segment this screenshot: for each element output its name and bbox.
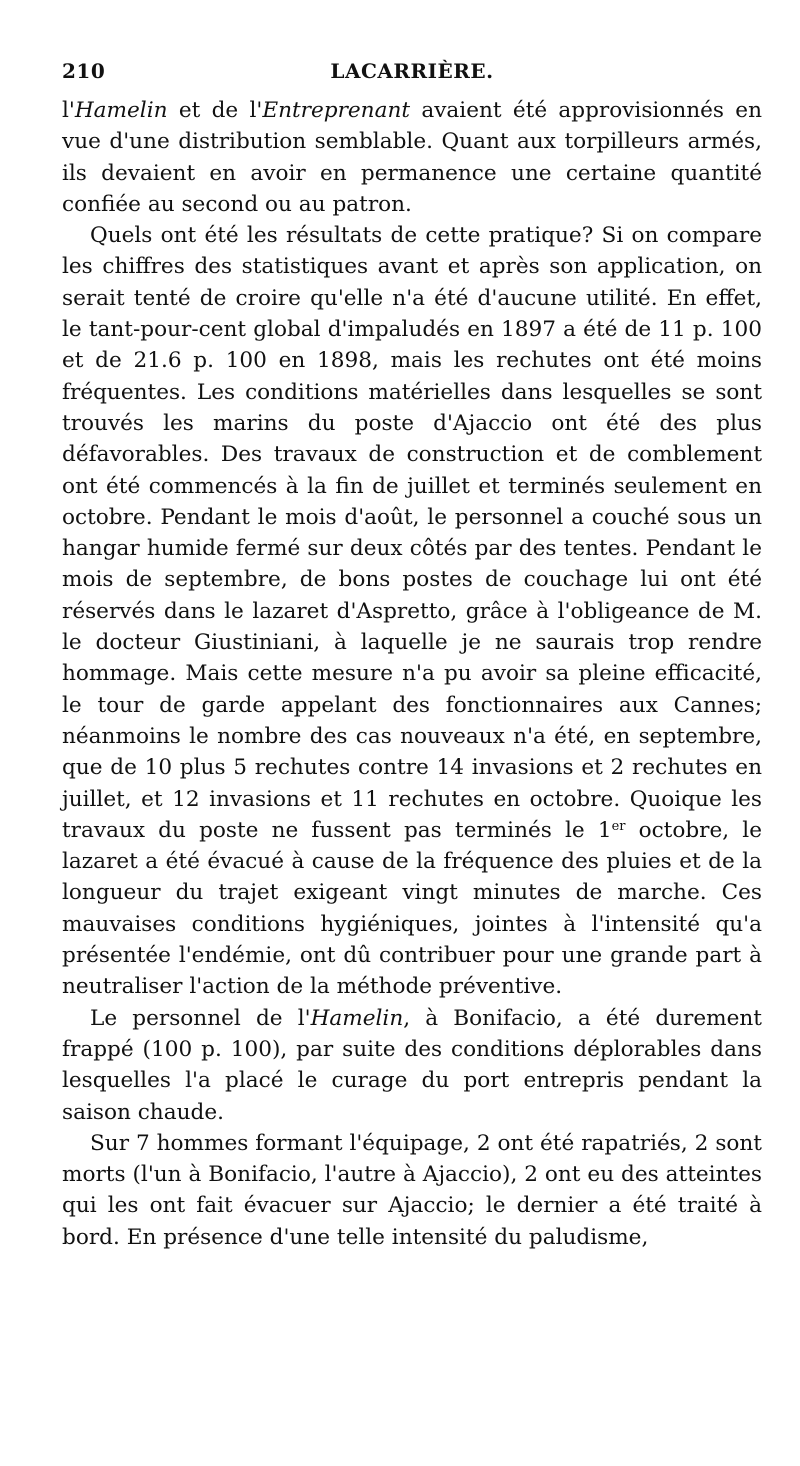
page-header [62, 55, 762, 95]
paragraph-2 [62, 220, 762, 1002]
body-text [62, 95, 762, 1253]
p1-pre: l' [62, 98, 75, 123]
ship-name-hamelin: Hamelin [74, 98, 168, 123]
ship-name-hamelin-2: Hamelin [310, 1005, 404, 1031]
ship-name-entreprenant: Entreprenant [262, 98, 411, 123]
page-number: 210 [62, 59, 106, 83]
p3-pre: Le personnel de l' [90, 1005, 311, 1031]
p3-rest: , à Bonifacio, a été durement frappé (100 p. 100), par suite des conditions déplorables dans lesquelles l'a placé le curage du port entrepris pendant la saison chaude. [62, 1005, 762, 1125]
paragraph-3 [62, 1003, 762, 1128]
paragraph-4 [62, 1128, 762, 1253]
ordinal-superscript: er [611, 818, 626, 834]
p1-mid: et de l' [167, 98, 263, 123]
paragraph-1 [62, 95, 762, 220]
p2-text-b: octobre, le lazaret a été évacué à cause de la fréquence des pluies et de la longueur du trajet exigeant vingt minutes de marche. Ces mauvaises conditions hygiéniques, jointes à l'intensité qu'a présentée l'endémie, ont dû contribuer pour une grande part à neutraliser l'action de la méthode préventive. [62, 817, 762, 1000]
p4-text: Sur 7 hommes formant l'équipage, 2 ont été rapatriés, 2 sont morts (l'un à Bonifacio, l'autre à Ajaccio), 2 ont eu des atteintes qui les ont fait évacuer sur Ajaccio; le dernier a été traité à bord. En présence d'une telle intensité du paludisme, [62, 1130, 762, 1250]
p2-text-a: Quels ont été les résultats de cette pratique? Si on compare les chiffres des statistiques avant et après son application, on serait tenté de croire qu'elle n'a été d'aucune utilité. En effet, le tant-pour-cent global d'impaludés en 1897 a été de 11 p. 100 et de 21.6 p. 100 en 1898, mais les rechutes ont été moins fréquentes. Les conditions matérielles dans lesquelles se sont trouvés les marins du poste d'Ajaccio ont été des plus défavorables. Des travaux de construction et de comblement ont été commencés à la fin de juillet et terminés seulement en octobre. Pendant le mois d'août, le personnel a couché sous un hangar humide fermé sur deux côtés par des tentes. Pendant le mois de septembre, de bons postes de couchage lui ont été réservés dans le lazaret d'Aspretto, grâce à l'obligeance de M. le docteur Giustiniani, à laquelle je ne saurais trop rendre hommage. Mais cette mesure n'a pu avoir sa pleine efficacité, le tour de garde appelant des fonctionnaires aux Cannes; néanmoins le nombre des cas nouveaux n'a été, en septembre, que de 10 plus 5 rechutes contre 14 invasions et 2 rechutes en juillet, et 12 invasions et 11 rechutes en octobre. Quoique les travaux du poste ne fussent pas terminés le 1 [62, 223, 762, 843]
p1-rest: avaient été approvisionnés en vue d'une distribution semblable. Quant aux torpilleurs armés, ils devaient en avoir en permanence une certaine quantité confiée au second ou au patron. [62, 98, 762, 217]
running-head: LACARRIÈRE. [330, 59, 494, 83]
